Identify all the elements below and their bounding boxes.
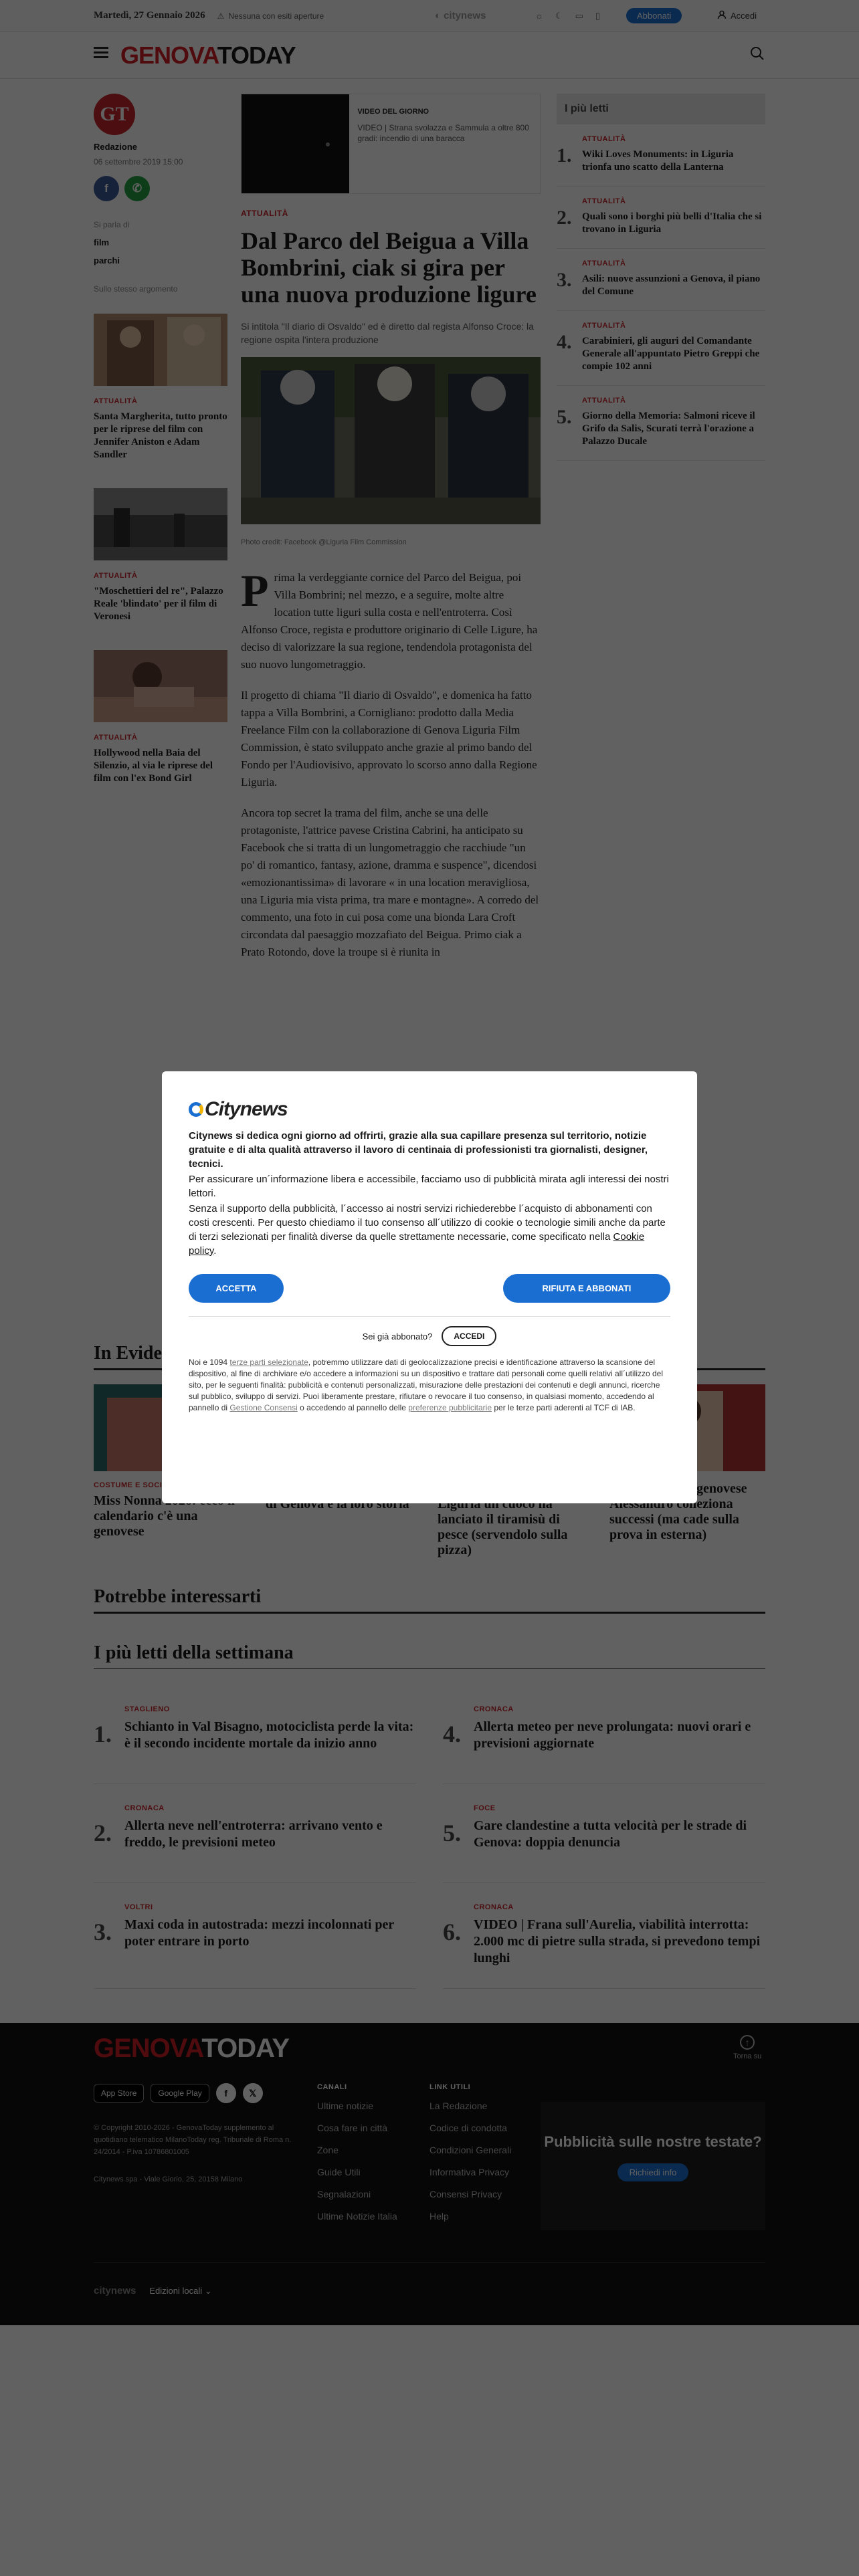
consent-dialog bbox=[162, 1071, 697, 1503]
consent-lead: Citynews si dedica ogni giorno ad offrirti, grazie alla sua capillare presenza sul territorio, notizie gratuite e di alta qualità attraverso il lavoro di centinaia di professionisti tra giornalisti, designer, tecnici. bbox=[189, 1130, 648, 1170]
consent-buttons bbox=[189, 1274, 670, 1303]
consent-text-2: Senza il supporto della pubblicità, l´accesso ai nostri servizi richiederebbe l´acquisto di abbonamenti con costi crescenti. Per questo chiediamo il tuo consenso all´utilizzo di cookie o tecnologie simili anche da parte di terzi selezionati per finalità diverse da quelle strettamente necessarie, come specificato nella Cookie policy. bbox=[189, 1203, 666, 1257]
accept-button[interactable]: ACCETTA bbox=[189, 1274, 284, 1303]
consent-text-1: Per assicurare un´informazione libera e accessibile, facciamo uso di pubblicità mirata agli interessi dei nostri lettori. bbox=[189, 1174, 669, 1199]
ad-preferences-link[interactable]: preferenze pubblicitarie bbox=[408, 1403, 492, 1412]
citynews-logo-icon bbox=[189, 1102, 203, 1117]
cookie-policy-link[interactable]: Cookie policy bbox=[189, 1231, 645, 1257]
consent-fine-print: Noi e 1094 terze parti selezionate, potremmo utilizzare dati di geolocalizzazione precisi e identificazione attraverso la scansione del dispositivo, al fine di archiviare e/o accedere a informazioni su un dispositivo e trattare dati personali come quelli relativi all´utilizzo del sito, per le seguenti finalità: pubblicità e contenuti personalizzati, misurazione delle prestazioni dei contenuti e degli annunci, ricerche sul pubblico, sviluppo di servizi. Puoi liberamente prestare, rifiutare o revocare il tuo consenso, in qualsiasi momento, accedendo al pannello di Gestione Consensi o accedendo al pannello delle preferenze pubblicitarie per le terze parti aderenti al TCF di IAB. bbox=[189, 1358, 664, 1412]
citynews-modal-logo: Citynews bbox=[189, 1098, 670, 1121]
consent-divider bbox=[189, 1316, 670, 1317]
already-subscribed-text: Sei già abbonato? bbox=[362, 1331, 433, 1341]
reject-subscribe-button[interactable]: RIFIUTA E ABBONATI bbox=[503, 1274, 670, 1303]
consent-management-link[interactable]: Gestione Consensi bbox=[229, 1403, 298, 1412]
third-parties-link[interactable]: terze parti selezionate bbox=[229, 1358, 308, 1367]
subscriber-login bbox=[189, 1326, 670, 1346]
modal-login-button[interactable]: ACCEDI bbox=[442, 1326, 496, 1346]
